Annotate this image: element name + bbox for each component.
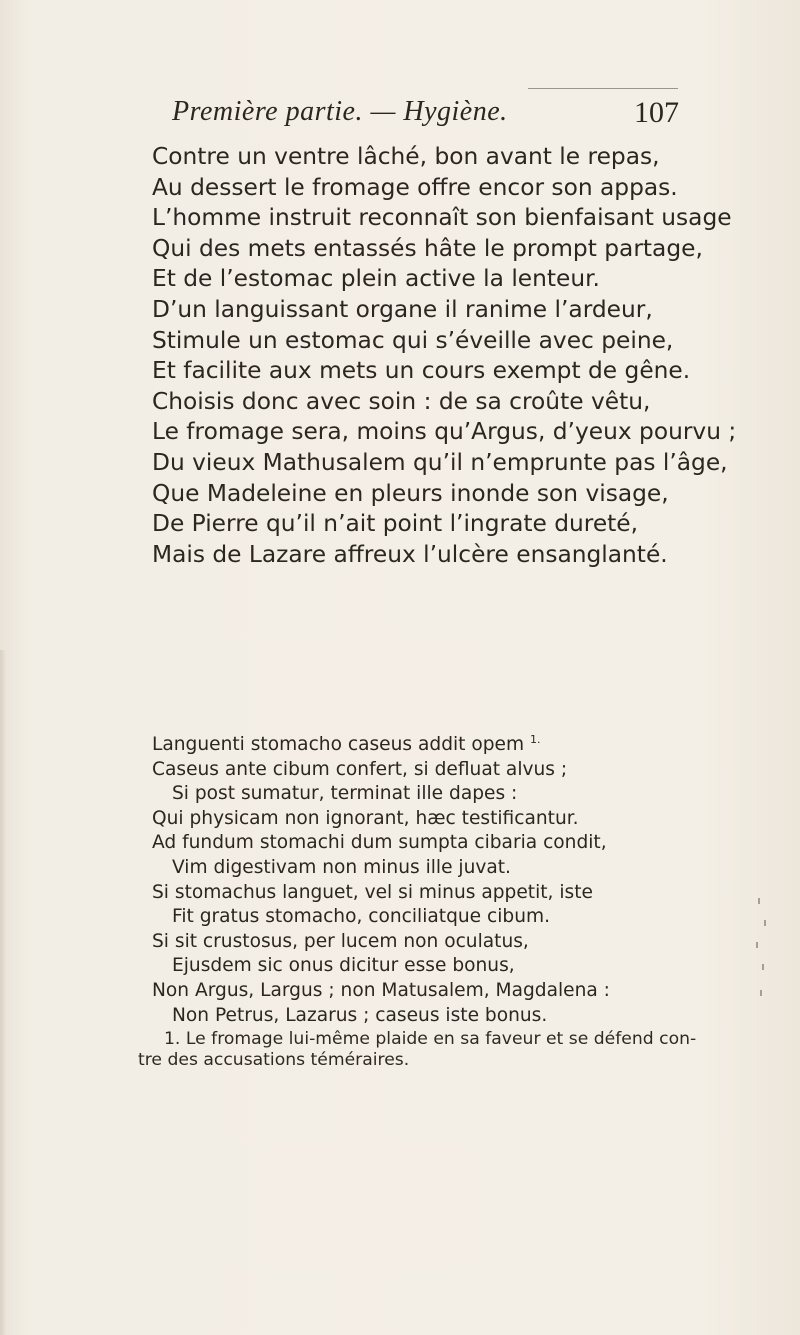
speck [756, 942, 758, 948]
footnote-line: tre des accusations téméraires. [138, 1050, 410, 1070]
footnote-line: 1. Le fromage lui-même plaide en sa faveur et se défend con- [164, 1029, 697, 1049]
latin-line: Caseus ante cibum confert, si defluat alvus ; [152, 758, 568, 780]
header-rule [528, 88, 678, 89]
speck [760, 990, 762, 996]
latin-line: Si post sumatur, terminat ille dapes : [172, 783, 518, 805]
french-verse [152, 142, 737, 570]
verse-line: Et facilite aux mets un cours exempt de gêne. [152, 357, 691, 385]
latin-line: Si stomachus languet, vel si minus appetit, iste [152, 881, 593, 903]
latin-line: Si sit crustosus, per lucem non oculatus, [152, 930, 529, 952]
page-number: 107 [634, 96, 679, 129]
speck [762, 964, 764, 970]
verse-line: Stimule un estomac qui s’éveille avec peine, [152, 326, 674, 354]
latin-line: Qui physicam non ignorant, hæc testificantur. [152, 807, 579, 829]
latin-line: Ejusdem sic onus dicitur esse bonus, [172, 955, 515, 977]
latin-line-text: Languenti stomacho caseus addit opem [152, 734, 525, 755]
verse-line: Qui des mets entassés hâte le prompt partage, [152, 234, 703, 262]
latin-line [152, 728, 672, 758]
latin-line: Fit gratus stomacho, conciliatque cibum. [172, 906, 551, 928]
margin-speckles [752, 898, 772, 1018]
footnote-marker: 1. [530, 733, 541, 746]
verse-line: L’homme instruit reconnaît son bienfaisant usage [152, 204, 732, 232]
verse-line: Choisis donc avec soin : de sa croûte vêtu, [152, 387, 651, 415]
running-head: Première partie. — Hygiène. [172, 96, 508, 127]
speck [764, 920, 766, 926]
latin-line: Ad fundum stomachi dum sumpta cibaria condit, [152, 832, 607, 854]
footnote [138, 1029, 697, 1071]
latin-line: Vim digestivam non minus ille juvat. [172, 856, 511, 878]
page-header [168, 88, 683, 132]
speck [758, 898, 760, 904]
verse-line: Mais de Lazare affreux l’ulcère ensanglanté. [152, 540, 668, 568]
verse-line: Du vieux Mathusalem qu’il n’emprunte pas l’âge, [152, 448, 728, 476]
latin-verse [152, 728, 672, 1028]
verse-line: Contre un ventre lâché, bon avant le repas, [152, 143, 660, 170]
page-edge-shadow [0, 650, 6, 1335]
verse-line: D’un languissant organe il ranime l’ardeur, [152, 295, 653, 323]
verse-line: Au dessert le fromage offre encor son appas. [152, 173, 678, 201]
verse-line: Que Madeleine en pleurs inonde son visage, [152, 479, 669, 507]
verse-line: Et de l’estomac plein active la lenteur. [152, 265, 600, 293]
latin-line: Non Argus, Largus ; non Matusalem, Magdalena : [152, 979, 610, 1001]
latin-line: Non Petrus, Lazarus ; caseus iste bonus. [172, 1004, 548, 1026]
verse-line: De Pierre qu’il n’ait point l’ingrate dureté, [152, 510, 639, 538]
verse-line: Le fromage sera, moins qu’Argus, d’yeux pourvu ; [152, 418, 737, 446]
